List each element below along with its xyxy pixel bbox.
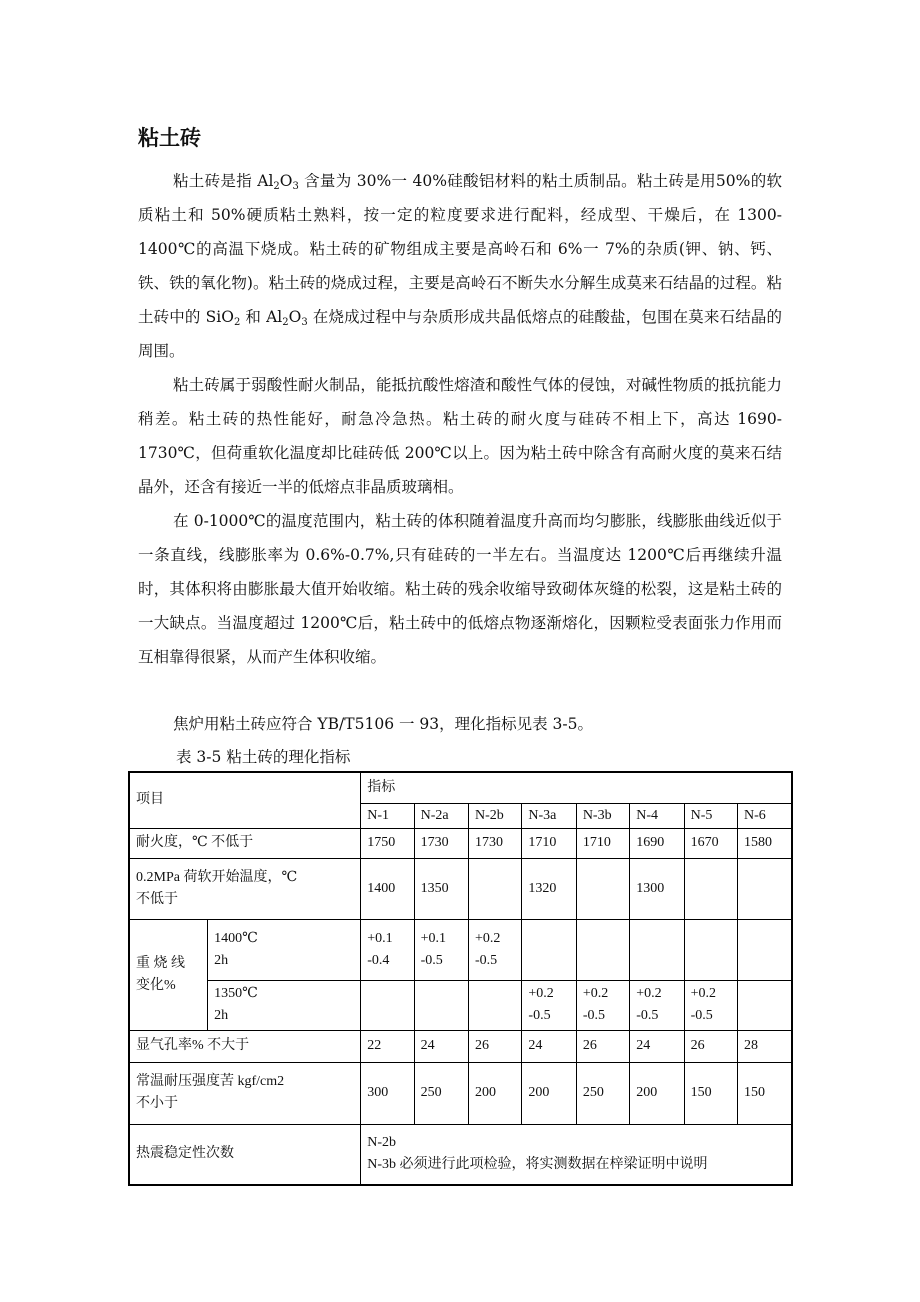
table-row xyxy=(129,980,792,1030)
grade-cell: N-4 xyxy=(630,803,684,828)
value-cell: 1730 xyxy=(469,828,522,858)
value-cell xyxy=(630,919,684,980)
value-cell: 1690 xyxy=(630,828,684,858)
value-cell: 1710 xyxy=(576,828,629,858)
value-cell: 26 xyxy=(469,1030,522,1062)
value-cell xyxy=(576,919,629,980)
paragraph-1: 粘土砖是指 $Al_2O_3$ 含量为 30%一 40%硅酸铝材料的粘土质制品。粘土砖是用50%的软质粘土和 50%硬质粘土熟料，按一定的粒度要求进行配料，经成型、干燥后，在 1300-1400℃的高温下烧成。粘土砖的矿物组成主要是高岭石和 6%一 7%的杂质(钾、钠、钙、铁、铁的氧化物)。粘土砖的烧成过程，主要是高岭石不断失水分解生成莫来石结晶的过程。粘土砖中的 SiO$_2$ 和 $Al_2O_3$ 在烧成过程中与杂质形成共晶低熔点的硅酸盐，包围在莫来石结晶的周围。 xyxy=(138,172,782,360)
row-label: 重 烧 线 变化% xyxy=(129,919,208,1030)
row-label: 显气孔率% 不大于 xyxy=(129,1030,361,1062)
value-cell xyxy=(738,919,793,980)
grade-cell: N-3a xyxy=(522,803,576,828)
value-cell: 300 xyxy=(361,1062,414,1124)
value-cell xyxy=(469,980,522,1030)
table-row xyxy=(129,772,792,803)
value-cell: 200 xyxy=(469,1062,522,1124)
value-cell xyxy=(414,980,468,1030)
value-cell: 200 xyxy=(522,1062,576,1124)
value-cell: +0.2 -0.5 xyxy=(522,980,576,1030)
value-cell: +0.2 -0.5 xyxy=(576,980,629,1030)
value-cell: +0.2 -0.5 xyxy=(684,980,737,1030)
table-caption: 表 3-5 粘土砖的理化指标 xyxy=(176,748,351,766)
grade-cell: N-6 xyxy=(738,803,793,828)
value-cell: 1300 xyxy=(630,858,684,919)
value-cell xyxy=(738,980,793,1030)
note-cell: N-2b N-3b 必须进行此项检验，将实测数据在梓梁证明中说明 xyxy=(361,1124,792,1185)
row-label: 耐火度，℃ 不低于 xyxy=(129,828,361,858)
table-row xyxy=(129,1062,792,1124)
value-cell: 1710 xyxy=(522,828,576,858)
value-cell: +0.2 -0.5 xyxy=(469,919,522,980)
paragraph-4: 焦炉用粘土砖应符合 YB/T5106 一 93，理化指标见表 3-5。 xyxy=(173,715,594,733)
value-cell: 26 xyxy=(684,1030,737,1062)
value-cell xyxy=(361,980,414,1030)
value-cell: 1400 xyxy=(361,858,414,919)
grade-cell: N-1 xyxy=(361,803,414,828)
row-label: 热震稳定性次数 xyxy=(129,1124,361,1185)
value-cell xyxy=(684,919,737,980)
value-cell: 28 xyxy=(738,1030,793,1062)
value-cell: 250 xyxy=(576,1062,629,1124)
value-cell: +0.1 -0.5 xyxy=(414,919,468,980)
value-cell xyxy=(684,858,737,919)
table-row xyxy=(129,919,792,980)
value-cell: 1350 xyxy=(414,858,468,919)
value-cell: 150 xyxy=(738,1062,793,1124)
value-cell: 24 xyxy=(630,1030,684,1062)
value-cell: 26 xyxy=(576,1030,629,1062)
grade-cell: N-5 xyxy=(684,803,737,828)
value-cell: 150 xyxy=(684,1062,737,1124)
condition-cell: 1350℃ 2h xyxy=(208,980,361,1030)
value-cell xyxy=(522,919,576,980)
condition-cell: 1400℃ 2h xyxy=(208,919,361,980)
value-cell: 22 xyxy=(361,1030,414,1062)
table-row xyxy=(129,1124,792,1185)
value-cell: 1730 xyxy=(414,828,468,858)
value-cell: +0.1 -0.4 xyxy=(361,919,414,980)
grade-cell: N-2b xyxy=(469,803,522,828)
table-row xyxy=(129,1030,792,1062)
value-cell: 1670 xyxy=(684,828,737,858)
grade-cell: N-2a xyxy=(414,803,468,828)
value-cell: 200 xyxy=(630,1062,684,1124)
value-cell: 1320 xyxy=(522,858,576,919)
value-cell: 1580 xyxy=(738,828,793,858)
value-cell xyxy=(576,858,629,919)
value-cell xyxy=(738,858,793,919)
table-row xyxy=(129,828,792,858)
value-cell: 250 xyxy=(414,1062,468,1124)
grade-cell: N-3b xyxy=(576,803,629,828)
value-cell: 24 xyxy=(414,1030,468,1062)
value-cell xyxy=(469,858,522,919)
paragraph-2: 粘土砖属于弱酸性耐火制品，能抵抗酸性熔渣和酸性气体的侵蚀，对碱性物质的抵抗能力稍差。粘土砖的热性能好，耐急冷急热。粘土砖的耐火度与硅砖不相上下，高达 1690-1730℃，但荷重软化温度却比硅砖低 200℃以上。因为粘土砖中除含有高耐火度的莫来石结晶外，还含有接近一半的低熔点非晶质玻璃相。 xyxy=(138,376,782,496)
section-title: 粘土砖 xyxy=(138,126,201,150)
value-cell: +0.2 -0.5 xyxy=(630,980,684,1030)
header-item: 项目 xyxy=(129,772,361,828)
value-cell: 1750 xyxy=(361,828,414,858)
table-row xyxy=(129,858,792,919)
value-cell: 24 xyxy=(522,1030,576,1062)
properties-table xyxy=(128,771,793,1186)
header-index: 指标 xyxy=(361,772,792,803)
row-label: 0.2MPa 荷软开始温度，℃ 不低于 xyxy=(129,858,361,919)
row-label: 常温耐压强度苦 kgf/cm2 不小于 xyxy=(129,1062,361,1124)
paragraph-3: 在 0-1000℃的温度范围内，粘土砖的体积随着温度升高而均匀膨胀，线膨胀曲线近似于一条直线，线膨胀率为 0.6%-0.7%,只有硅砖的一半左右。当温度达 1200℃后再继续升温时，其体积将由膨胀最大值开始收缩。粘土砖的残余收缩导致砌体灰缝的松裂，这是粘土砖的一大缺点。当温度超过 1200℃后，粘土砖中的低熔点物逐渐熔化，因颗粒受表面张力作用而互相靠得很紧，从而产生体积收缩。 xyxy=(138,512,782,666)
